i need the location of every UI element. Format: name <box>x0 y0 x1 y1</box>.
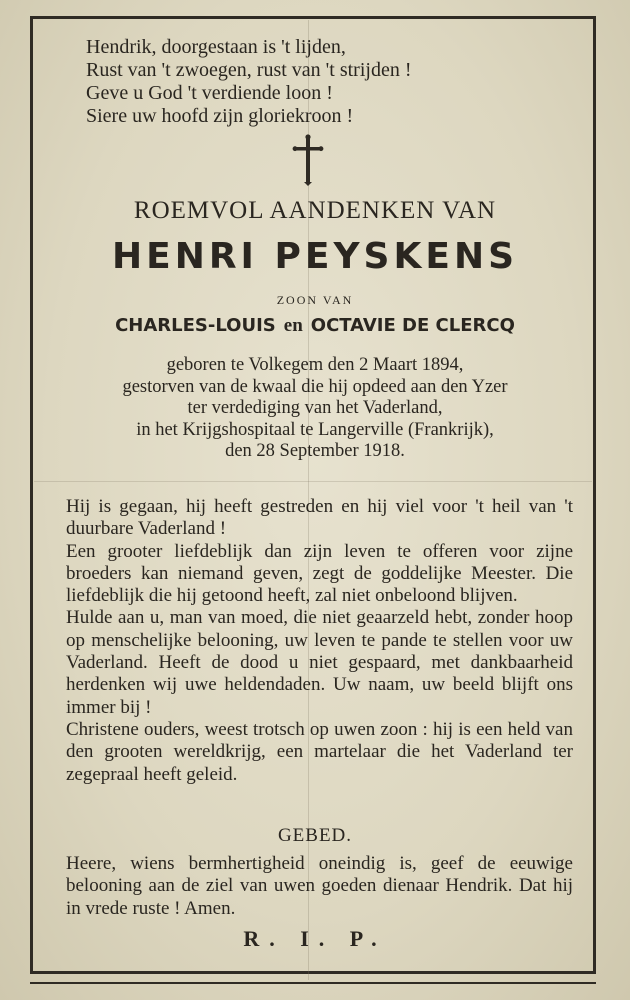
verse-line: Geve u God 't verdiende loon ! <box>86 82 333 104</box>
defense-line: ter verdediging van het Vaderland, <box>187 398 443 418</box>
son-of-label: ZOON VAN <box>276 293 354 307</box>
paragraph: Hij is gegaan, hij heeft gestreden en hij viel voor 't heil van 't duurbare Vaderland ! <box>66 496 573 540</box>
parents-conjunction: en <box>283 315 303 336</box>
deceased-name: HENRI PEYSKENS <box>111 236 518 277</box>
card-border-bottom-rule <box>30 982 596 984</box>
paragraph: Een grooter liefdeblijk dan zijn leven te offeren voor zijne broeders kan niemand geven, zegt de goddelijke Meester. Die liefdeblijk die hij getoond heeft, zal niet onbeloond blijven. <box>66 540 573 607</box>
life-dates <box>40 355 590 463</box>
rip-closing: R. I. P. <box>243 926 387 951</box>
death-cause-line: gestorven van de kwaal die hij opdeed aan den Yzer <box>122 376 508 397</box>
parents-line <box>0 315 630 337</box>
opening-verse <box>86 36 411 128</box>
mother-name: OCTAVIE DE CLERCQ <box>310 315 515 336</box>
verse-line: Siere uw hoofd zijn gloriekroon ! <box>86 105 354 127</box>
paragraph: Hulde aan u, man van moed, die niet geaarzeld hebt, zonder hoop op menschelijke belooning, uw leven te pande te stellen voor uw Vaderland. Heeft de dood u niet gespaard, met dankbaarheid herdenken wij uwe heldendaden. Uw naam, uw beeld blijft ons immer bij ! <box>66 607 573 718</box>
death-date-line: den 28 September 1918. <box>225 441 405 461</box>
verse-line: Rust van 't zwoegen, rust van 't strijden ! <box>86 59 412 81</box>
fold-crease-horizontal <box>34 481 592 482</box>
verse-line: Hendrik, doorgestaan is 't lijden, <box>86 36 346 58</box>
cross-icon <box>291 134 325 186</box>
prayer-text: Heere, wiens bermhertigheid oneindig is, geef de eeuwige belooning aan de ziel van uwen goeden dienaar Hendrik. Dat hij in vrede ruste ! Amen. <box>66 853 573 919</box>
father-name: CHARLES-LOUIS <box>115 315 276 336</box>
memorial-text <box>66 496 573 786</box>
prayer-title: GEBED. <box>277 825 353 846</box>
hospital-line: in het Krijgshospitaal te Langerville (Frankrijk), <box>136 419 494 440</box>
dedication-heading: ROEMVOL AANDENKEN VAN <box>133 197 497 224</box>
paragraph: Christene ouders, weest trotsch op uwen zoon : hij is een held van den grooten wereldkrijg, een martelaar die het Vaderland ter zegepraal heeft geleid. <box>66 718 573 785</box>
birth-line: geboren te Volkegem den 2 Maart 1894, <box>166 355 464 375</box>
